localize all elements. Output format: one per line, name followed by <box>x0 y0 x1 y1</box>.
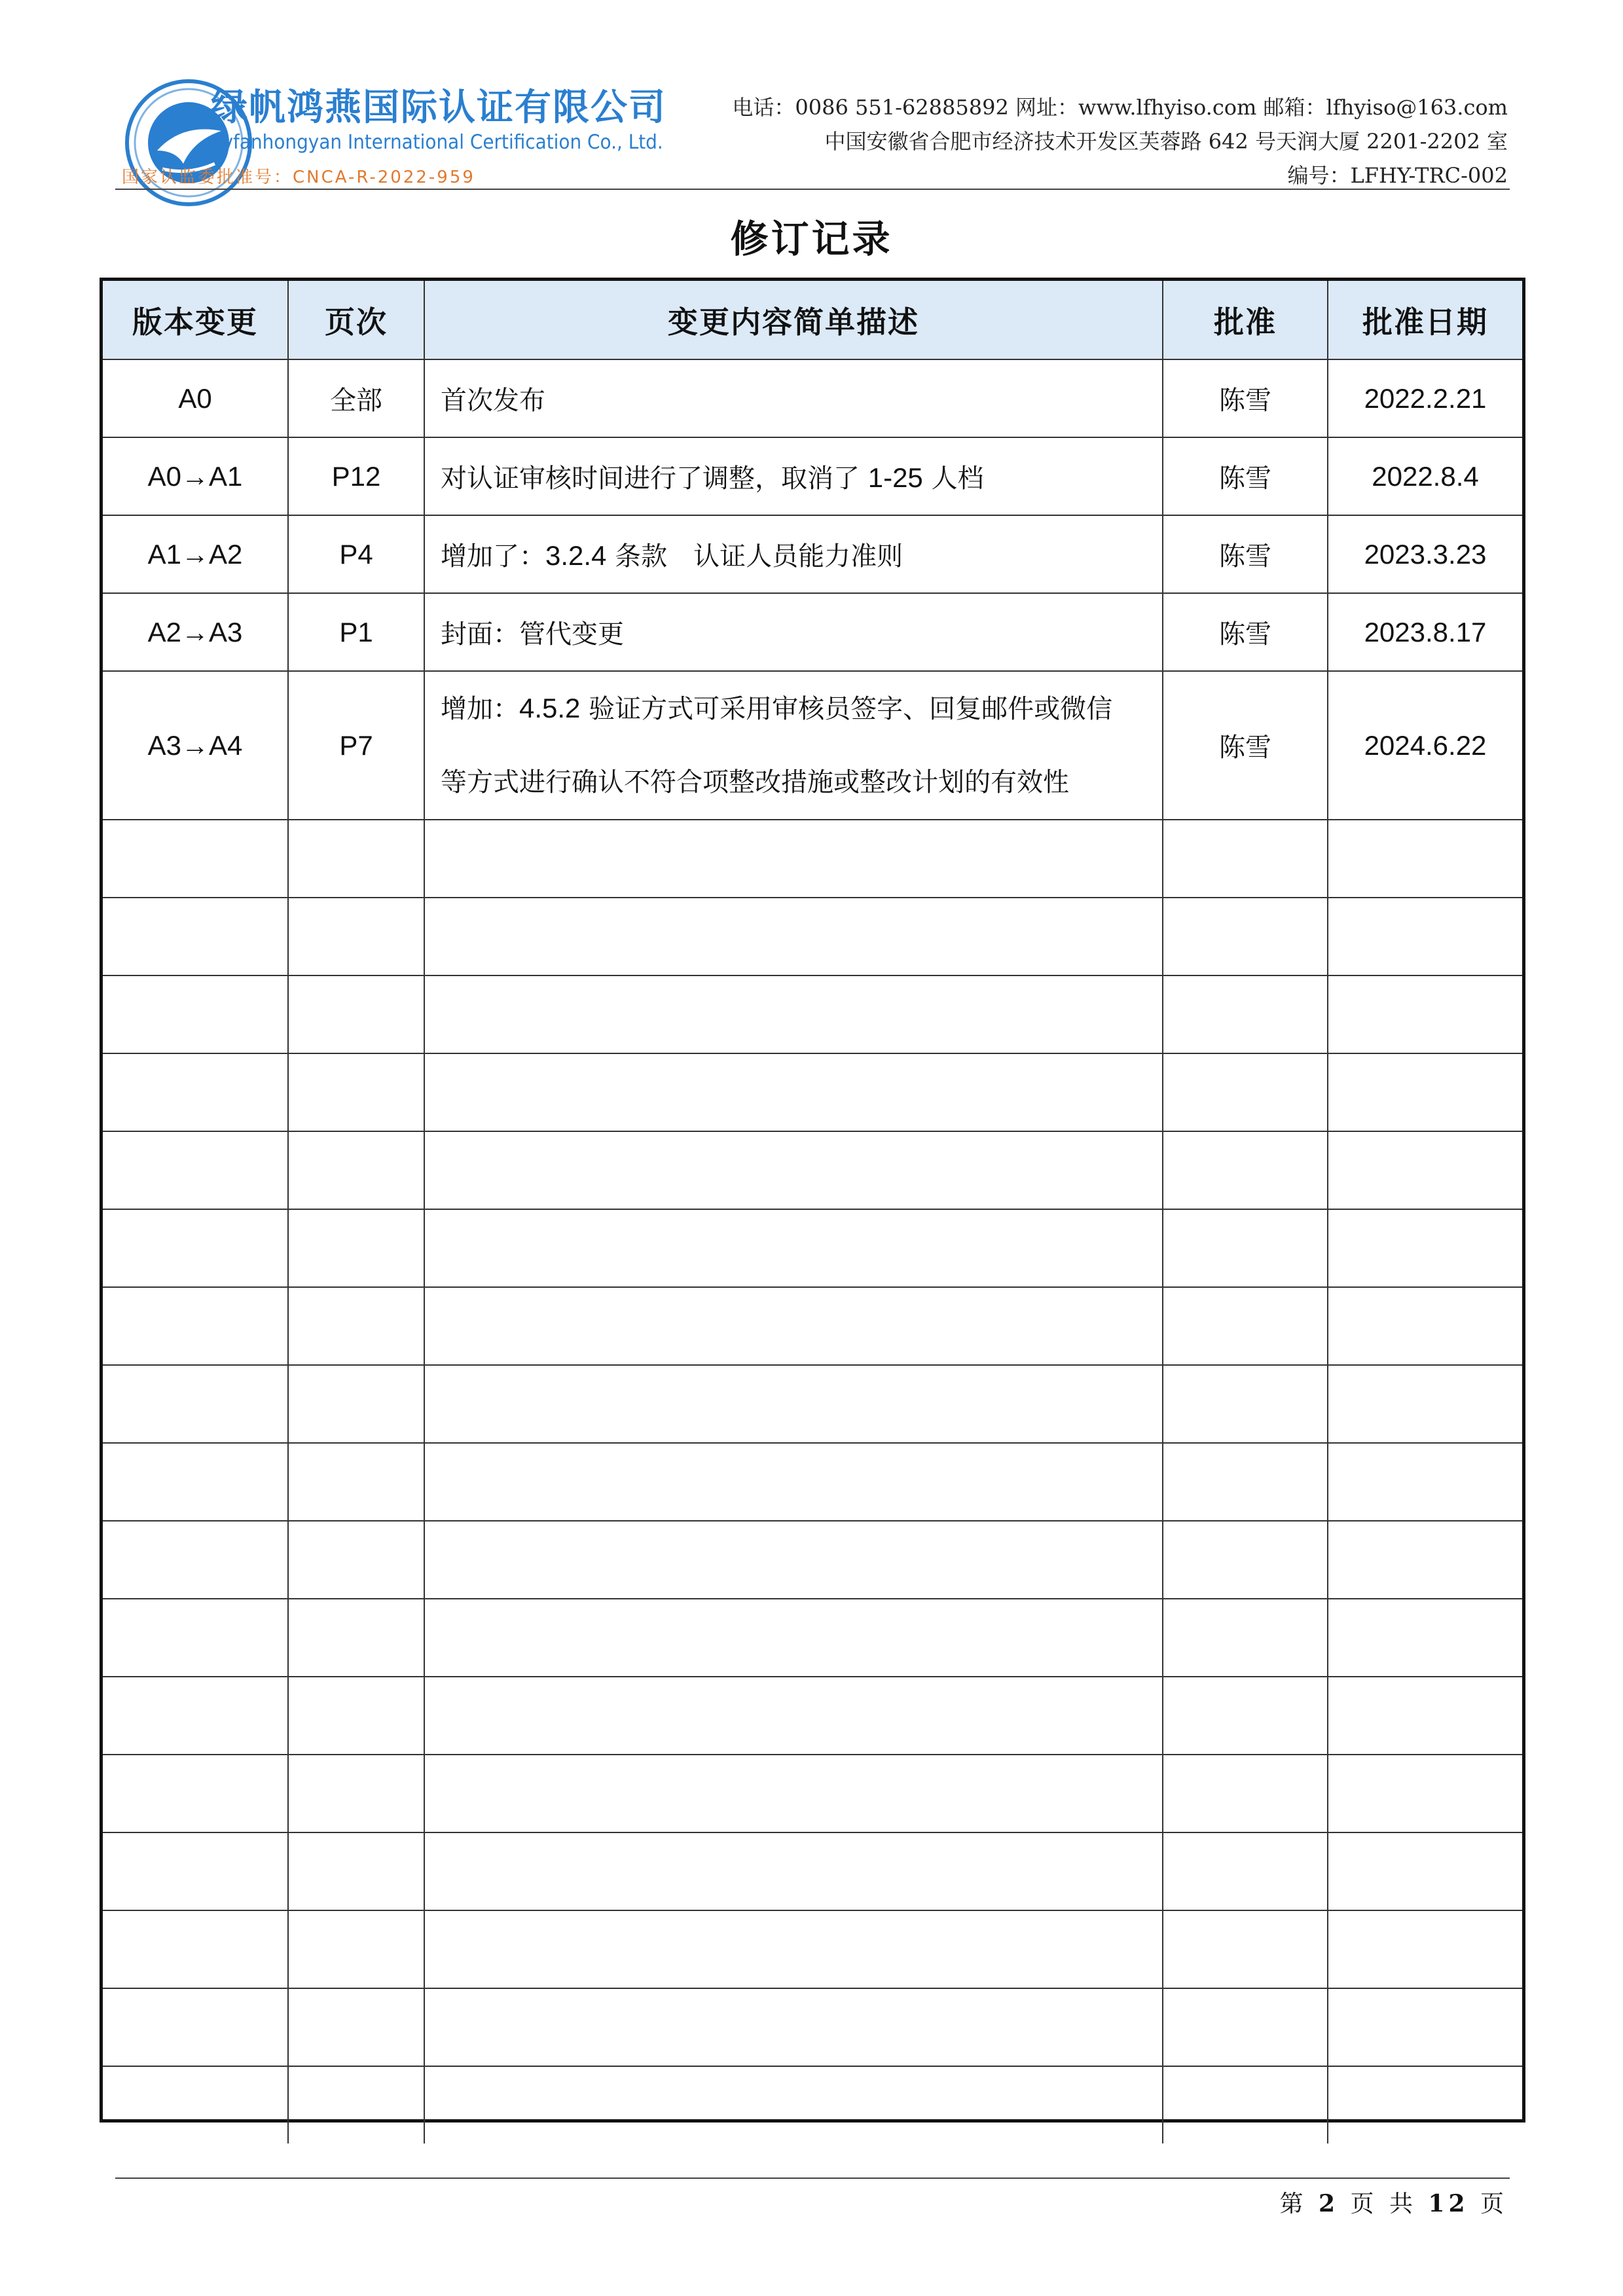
empty-cell <box>103 898 288 975</box>
empty-cell <box>103 1443 288 1521</box>
cell-date: 2022.8.4 <box>1328 437 1522 515</box>
empty-cell <box>1328 1832 1522 1910</box>
table-row <box>103 515 1522 593</box>
cell-page: P4 <box>288 515 424 593</box>
empty-cell <box>288 975 424 1053</box>
description-text: 首次发布 <box>441 386 545 416</box>
empty-cell <box>1328 1988 1522 2066</box>
description-text: 人档 <box>922 464 984 494</box>
page-title: 修订记录 <box>730 217 893 261</box>
company-name-cn: 绿帆鸿燕国际认证有限公司 <box>211 86 666 129</box>
empty-cell <box>288 1053 424 1131</box>
table-row-empty <box>103 2066 1522 2143</box>
table-row <box>103 359 1522 437</box>
empty-cell <box>288 1910 424 1988</box>
cell-date: 2023.3.23 <box>1328 515 1522 593</box>
table-row <box>103 671 1522 820</box>
cell-page: P7 <box>288 671 424 820</box>
header-divider <box>115 189 1510 190</box>
empty-cell <box>1163 898 1328 975</box>
table-row-empty <box>103 1131 1522 1209</box>
cell-approver: 陈雪 <box>1163 359 1328 437</box>
empty-cell <box>1328 1677 1522 1755</box>
empty-cell <box>103 1910 288 1988</box>
table-row-empty <box>103 1988 1522 2066</box>
cell-description <box>424 359 1163 437</box>
column-header-page: 页次 <box>288 281 424 359</box>
description-text: 增加： <box>441 694 519 724</box>
empty-cell <box>1328 1209 1522 1287</box>
footer-divider <box>115 2178 1510 2179</box>
empty-cell <box>288 1988 424 2066</box>
empty-cell <box>103 2066 288 2143</box>
cell-description <box>424 593 1163 671</box>
table-row-empty <box>103 975 1522 1053</box>
empty-cell <box>424 975 1163 1053</box>
table-row-empty <box>103 1053 1522 1131</box>
empty-cell <box>288 1755 424 1832</box>
table-row-empty <box>103 1677 1522 1755</box>
description-text: 验证方式可采用审核员签字、回复邮件或微信 <box>580 694 1113 724</box>
empty-cell <box>1328 898 1522 975</box>
empty-cell <box>103 1521 288 1599</box>
empty-cell <box>103 1287 288 1365</box>
table-row-empty <box>103 1521 1522 1599</box>
description-text: 3.2.4 <box>545 540 607 571</box>
description-text: 1-25 <box>867 462 923 493</box>
description-text: 4.5.2 <box>519 693 581 723</box>
empty-cell <box>424 2066 1163 2143</box>
table-row-empty <box>103 898 1522 975</box>
empty-cell <box>1163 1832 1328 1910</box>
cell-approver: 陈雪 <box>1163 671 1328 820</box>
total-pages: 12 <box>1428 2190 1469 2217</box>
empty-cell <box>1328 1910 1522 1988</box>
table-row-empty <box>103 1209 1522 1287</box>
cell-date: 2022.2.21 <box>1328 359 1522 437</box>
table-header-row <box>103 281 1522 359</box>
cell-page: P12 <box>288 437 424 515</box>
empty-cell <box>424 1677 1163 1755</box>
description-text: 增加了： <box>441 541 545 572</box>
cell-version: A2→A3 <box>103 593 288 671</box>
contact-line-address: 中国安徽省合肥市经济技术开发区芙蓉路 642 号天润大厦 2201-2202 室 <box>824 129 1508 154</box>
empty-cell <box>424 1521 1163 1599</box>
current-page: 2 <box>1319 2190 1340 2217</box>
empty-cell <box>1328 975 1522 1053</box>
empty-cell <box>103 1832 288 1910</box>
empty-cell <box>288 2066 424 2143</box>
cell-approver: 陈雪 <box>1163 515 1328 593</box>
column-header-version: 版本变更 <box>103 281 288 359</box>
empty-cell <box>288 1209 424 1287</box>
empty-cell <box>103 1755 288 1832</box>
cell-approver: 陈雪 <box>1163 437 1328 515</box>
cell-date: 2024.6.22 <box>1328 671 1522 820</box>
empty-cell <box>1163 1988 1328 2066</box>
empty-cell <box>288 820 424 898</box>
table-row-empty <box>103 1832 1522 1910</box>
cell-version: A1→A2 <box>103 515 288 593</box>
empty-cell <box>1328 1599 1522 1677</box>
empty-cell <box>424 1287 1163 1365</box>
empty-cell <box>103 1677 288 1755</box>
empty-cell <box>1328 2066 1522 2143</box>
table-row-empty <box>103 1365 1522 1443</box>
empty-cell <box>1163 1053 1328 1131</box>
empty-cell <box>103 1209 288 1287</box>
description-line <box>441 672 1152 746</box>
empty-cell <box>1163 1677 1328 1755</box>
empty-cell <box>424 898 1163 975</box>
empty-cell <box>424 1599 1163 1677</box>
empty-cell <box>288 1131 424 1209</box>
empty-cell <box>103 975 288 1053</box>
empty-cell <box>1163 1521 1328 1599</box>
empty-cell <box>1328 820 1522 898</box>
description-text: 条款 认证人员能力准则 <box>606 541 903 572</box>
empty-cell <box>424 1365 1163 1443</box>
empty-cell <box>424 1209 1163 1287</box>
column-header-date: 批准日期 <box>1328 281 1522 359</box>
cell-description <box>424 437 1163 515</box>
empty-cell <box>1163 1910 1328 1988</box>
empty-cell <box>424 820 1163 898</box>
column-header-description: 变更内容简单描述 <box>424 281 1163 359</box>
cell-version: A0 <box>103 359 288 437</box>
empty-cell <box>1163 1755 1328 1832</box>
contact-block <box>732 90 1508 192</box>
empty-cell <box>288 1521 424 1599</box>
empty-cell <box>288 898 424 975</box>
cell-description <box>424 671 1163 820</box>
empty-cell <box>424 1832 1163 1910</box>
approval-number: 国家认监委批准号：CNCA-R-2022-959 <box>122 168 475 187</box>
description-line: 等方式进行确认不符合项整改措施或整改计划的有效性 <box>441 767 1069 797</box>
cell-approver: 陈雪 <box>1163 593 1328 671</box>
table-row-empty <box>103 1755 1522 1832</box>
empty-cell <box>103 1131 288 1209</box>
contact-line-phone-web-email: 电话：0086 551-62885892 网址：www.lfhyiso.com 邮箱：lfhyiso@163.com <box>732 95 1508 120</box>
cell-page: 全部 <box>288 359 424 437</box>
description-text: 封面：管代变更 <box>441 619 624 649</box>
table-row <box>103 437 1522 515</box>
empty-cell <box>288 1365 424 1443</box>
empty-cell <box>1163 975 1328 1053</box>
empty-cell <box>424 1755 1163 1832</box>
empty-cell <box>103 1053 288 1131</box>
table-row-empty <box>103 1599 1522 1677</box>
document-code: 编号：LFHY-TRC-002 <box>1287 163 1508 188</box>
column-header-approver: 批准 <box>1163 281 1328 359</box>
empty-cell <box>424 1988 1163 2066</box>
company-name-en: Lvfanhongyan International Certification Co., Ltd. <box>212 131 663 154</box>
cell-page: P1 <box>288 593 424 671</box>
empty-cell <box>288 1599 424 1677</box>
empty-cell <box>1163 820 1328 898</box>
revision-table <box>100 278 1525 2123</box>
cell-version: A0→A1 <box>103 437 288 515</box>
table-row-empty <box>103 1287 1522 1365</box>
empty-cell <box>424 1131 1163 1209</box>
empty-cell <box>1328 1365 1522 1443</box>
cell-date: 2023.8.17 <box>1328 593 1522 671</box>
empty-cell <box>103 820 288 898</box>
cell-description <box>424 515 1163 593</box>
table-row-empty <box>103 1910 1522 1988</box>
empty-cell <box>288 1287 424 1365</box>
cell-version: A3→A4 <box>103 671 288 820</box>
table-row <box>103 593 1522 671</box>
empty-cell <box>1163 2066 1328 2143</box>
empty-cell <box>103 1599 288 1677</box>
empty-cell <box>1163 1443 1328 1521</box>
empty-cell <box>1163 1209 1328 1287</box>
empty-cell <box>424 1910 1163 1988</box>
empty-cell <box>1163 1287 1328 1365</box>
empty-cell <box>1163 1365 1328 1443</box>
empty-cell <box>103 1365 288 1443</box>
page-number: 第 2 页 共 12 页 <box>1279 2190 1508 2217</box>
table-row-empty <box>103 1443 1522 1521</box>
empty-cell <box>1328 1131 1522 1209</box>
empty-cell <box>1328 1053 1522 1131</box>
empty-cell <box>424 1443 1163 1521</box>
empty-cell <box>288 1832 424 1910</box>
empty-cell <box>1328 1755 1522 1832</box>
empty-cell <box>424 1053 1163 1131</box>
empty-cell <box>1163 1599 1328 1677</box>
empty-cell <box>288 1677 424 1755</box>
empty-cell <box>1328 1521 1522 1599</box>
empty-cell <box>103 1988 288 2066</box>
empty-cell <box>288 1443 424 1521</box>
description-text: 对认证审核时间进行了调整，取消了 <box>441 464 868 494</box>
table-row-empty <box>103 820 1522 898</box>
empty-cell <box>1328 1287 1522 1365</box>
empty-cell <box>1163 1131 1328 1209</box>
empty-cell <box>1328 1443 1522 1521</box>
